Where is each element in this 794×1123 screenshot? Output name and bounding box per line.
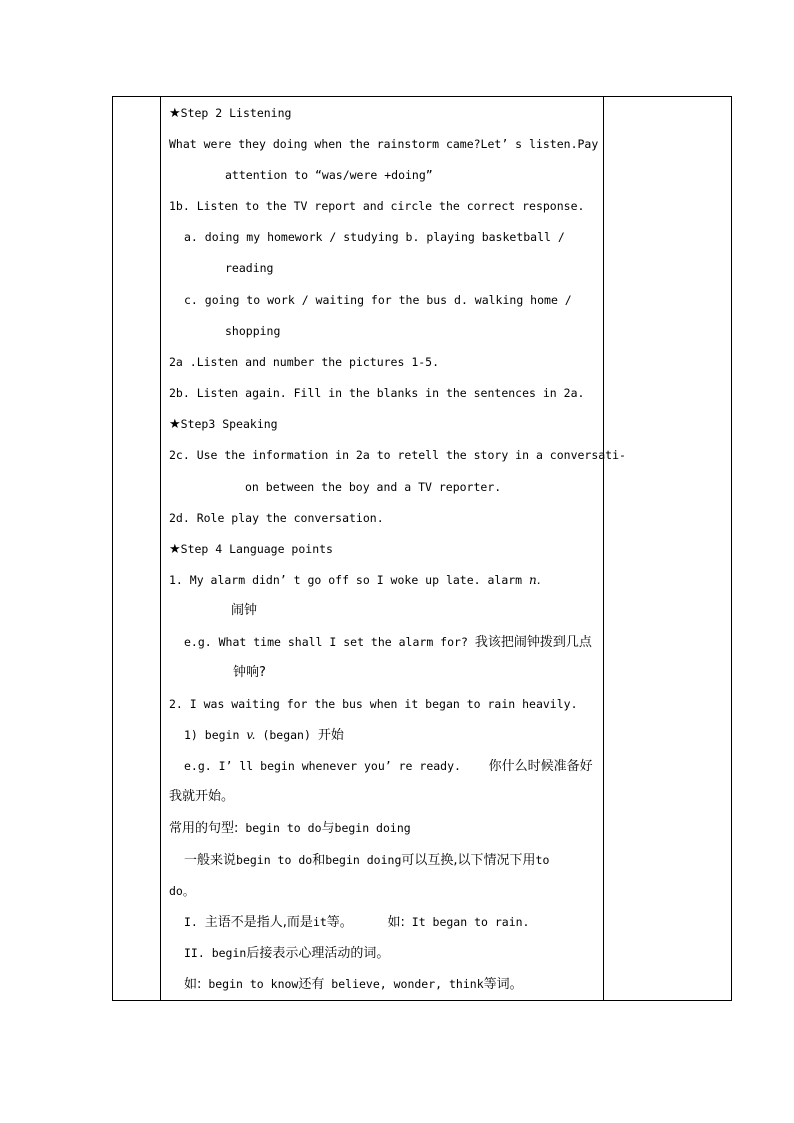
point-1-example-cont: 钟响? [233,665,266,680]
step4-heading: ★Step 4 Language points [169,542,333,557]
pattern-note-cont: do。 [169,884,195,898]
column-divider-right [603,97,604,1000]
rule-1: I. 主语不是指人,而是it等。 如: It began to rain. [184,915,530,930]
point-1-cont: 闹钟 [231,603,258,618]
rule-2: II. begin后接表示心理活动的词。 [184,946,390,961]
task-1b-options-ab: a. doing my homework / studying b. playing basketball / [184,230,565,244]
point-2-sub-1: 1) begin v. (began) 开始 [184,728,344,743]
rule-2-example: 如: begin to know还有 believe, wonder, think等词。 [184,977,523,992]
task-2c: 2c. Use the information in 2a to retell the story in a conversati- [169,448,626,462]
point-2: 2. I was waiting for the bus when it began to rain heavily. [169,697,578,711]
point-1: 1. My alarm didn’ t go off so I woke up late. alarm n. [169,573,541,587]
point-2-example: e.g. I’ ll begin whenever you’ re ready. 你什么时候准备好 [184,759,593,774]
star-icon: ★ [169,417,181,432]
point-2-example-cont: 我就开始。 [169,789,235,804]
common-pattern: 常用的句型: begin to do与begin doing [169,821,411,836]
task-2d: 2d. Role play the conversation. [169,511,384,525]
step3-heading: ★Step3 Speaking [169,417,278,432]
column-divider-left [160,97,161,1000]
step2-heading: ★Step 2 Listening [169,106,292,121]
listening-intro: What were they doing when the rainstorm came?Let’ s listen.Pay [169,137,599,151]
task-2c-cont: on between the boy and a TV reporter. [245,480,502,494]
pattern-note: 一般来说begin to do和begin doing可以互换,以下情况下用to [184,853,550,868]
task-1b: 1b. Listen to the TV report and circle the correct response. [169,199,585,213]
point-1-example: e.g. What time shall I set the alarm for? 我该把闹钟拨到几点 [184,635,592,650]
task-1b-options-cd: c. going to work / waiting for the bus d. walking home / [184,293,572,307]
task-1b-options-cd-cont: shopping [225,324,281,338]
task-2a: 2a .Listen and number the pictures 1-5. [169,355,440,369]
star-icon: ★ [169,106,181,121]
task-2b: 2b. Listen again. Fill in the blanks in the sentences in 2a. [169,386,585,400]
listening-intro-cont: attention to “was/were +doing” [225,168,433,182]
lesson-table [112,96,732,1001]
task-1b-options-ab-cont: reading [225,261,274,275]
star-icon: ★ [169,542,181,557]
